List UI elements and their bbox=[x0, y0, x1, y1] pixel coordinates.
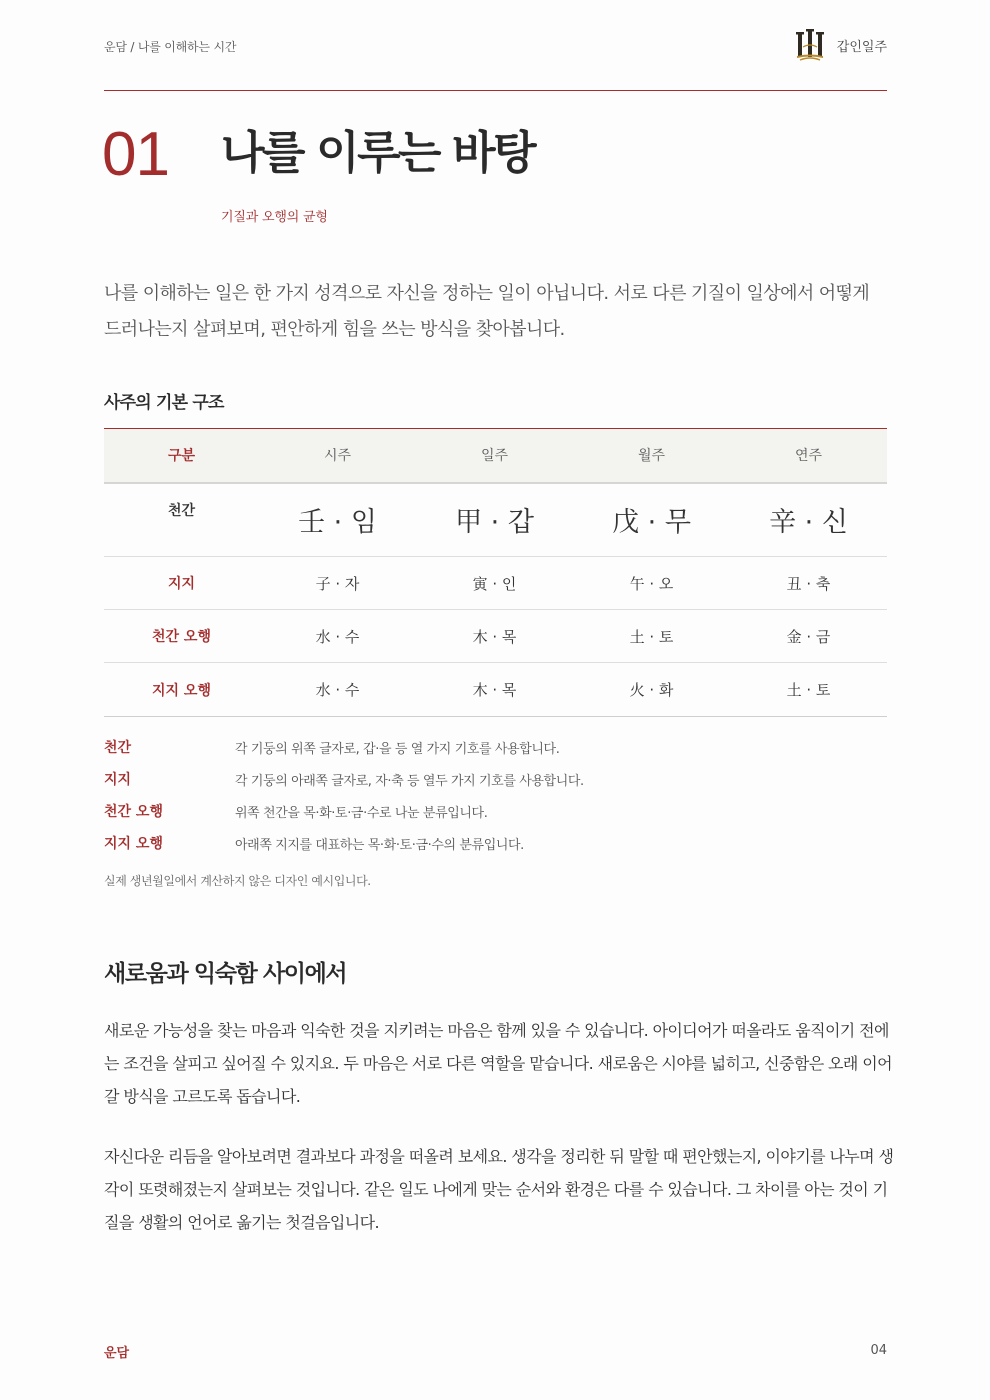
table-header-row bbox=[104, 429, 887, 483]
definition-term: 천간 오행 bbox=[104, 804, 163, 820]
definition-term: 천간 bbox=[104, 740, 132, 756]
table-cell: 午 · 오 bbox=[573, 557, 730, 610]
footer-brand: 운담 bbox=[104, 1346, 130, 1361]
table-cell: 金 · 금 bbox=[730, 610, 887, 663]
table-cell: 火 · 화 bbox=[573, 663, 730, 717]
footnote: 실제 생년월일에서 계산하지 않은 디자인 예시입니다. bbox=[104, 874, 371, 888]
table-cell: 寅 · 인 bbox=[416, 557, 573, 610]
table-cell: 水 · 수 bbox=[259, 663, 416, 717]
table-cell: 甲 · 갑 bbox=[416, 483, 573, 557]
row-label: 천간 오행 bbox=[104, 610, 259, 663]
page bbox=[102, 0, 894, 1400]
table-cell: 子 · 자 bbox=[259, 557, 416, 610]
table-cell: 土 · 토 bbox=[730, 663, 887, 717]
table-header-cell: 월주 bbox=[573, 429, 730, 483]
row-label: 지지 오행 bbox=[104, 663, 259, 717]
definition-desc: 아래쪽 지지를 대표하는 목·화·토·금·수의 분류입니다. bbox=[235, 838, 524, 853]
body-paragraph: 자신다운 리듬을 알아보려면 결과보다 과정을 떠올려 보세요. 생각을 정리한 뒤 말할 때 편안했는지, 이야기를 나누며 생각이 또렷해졌는지 살펴보는 것입니다. 같은 일도 나에게 맞는 순서와 환경은 다를 수 있습니다. 그 차이를 아는 것이 기질을 생활의 언어로 옮기는 첫걸음입니다. bbox=[104, 1147, 894, 1232]
definition-term: 지지 오행 bbox=[104, 836, 163, 852]
intro-paragraph: 나를 이해하는 일은 한 가지 성격으로 자신을 정하는 일이 아닙니다. 서로 다른 기질이 일상에서 어떻게 드러나는지 살펴보며, 편안하게 힘을 쓰는 방식을 찾아봅니다. bbox=[104, 283, 870, 340]
brand bbox=[795, 30, 887, 60]
table-cell: 木 · 목 bbox=[416, 663, 573, 717]
definition-desc: 위쪽 천간을 목·화·토·금·수로 나눈 분류입니다. bbox=[235, 806, 488, 821]
row-label: 천간 bbox=[104, 483, 259, 557]
table-cell: 辛 · 신 bbox=[730, 483, 887, 557]
table-cell: 壬 · 임 bbox=[259, 483, 416, 557]
table-row bbox=[104, 663, 887, 717]
definition-desc: 각 기둥의 위쪽 글자로, 갑·을 등 열 가지 기호를 사용합니다. bbox=[235, 742, 560, 757]
header-divider bbox=[104, 90, 887, 91]
table-cell: 丑 · 축 bbox=[730, 557, 887, 610]
table-cell: 戊 · 무 bbox=[573, 483, 730, 557]
definition-list bbox=[104, 734, 887, 862]
table-row bbox=[104, 557, 887, 610]
page-subtitle: 기질과 오행의 균형 bbox=[221, 210, 328, 225]
definition-item bbox=[104, 734, 887, 766]
definition-item bbox=[104, 798, 887, 830]
table-cell: 土 · 토 bbox=[573, 610, 730, 663]
pillars-logo-icon bbox=[795, 29, 825, 61]
table-row bbox=[104, 483, 887, 557]
body-paragraph: 새로운 가능성을 찾는 마음과 익숙한 것을 지키려는 마음은 함께 있을 수 있습니다. 아이디어가 떠올라도 움직이기 전에는 조건을 살피고 싶어질 수 있지요. 두 마음은 서로 다른 역할을 맡습니다. 새로움은 시야를 넓히고, 신중함은 오래 이어 갈 방식을 고르도록 돕습니다. bbox=[104, 1021, 892, 1106]
page-title: 나를 이루는 바탕 bbox=[221, 126, 535, 179]
brand-name: 갑인일주 bbox=[836, 39, 887, 55]
table-cell: 水 · 수 bbox=[259, 610, 416, 663]
definition-item bbox=[104, 830, 887, 862]
table-header-cell: 일주 bbox=[416, 429, 573, 483]
table-header-cell: 시주 bbox=[259, 429, 416, 483]
table-row bbox=[104, 610, 887, 663]
table-title: 사주의 기본 구조 bbox=[104, 393, 224, 413]
chapter-number: 01 bbox=[102, 120, 169, 189]
breadcrumb: 운담 / 나를 이해하는 시간 bbox=[104, 40, 237, 54]
page-header bbox=[104, 30, 887, 70]
table-header-cell: 구분 bbox=[104, 429, 259, 483]
definition-desc: 각 기둥의 아래쪽 글자로, 자·축 등 열두 가지 기호를 사용합니다. bbox=[235, 774, 584, 789]
table-header-cell: 연주 bbox=[730, 429, 887, 483]
page-number: 04 bbox=[870, 1343, 887, 1358]
row-label: 지지 bbox=[104, 557, 259, 610]
table-cell: 木 · 목 bbox=[416, 610, 573, 663]
section-title: 새로움과 익숙함 사이에서 bbox=[104, 961, 347, 987]
definition-term: 지지 bbox=[104, 772, 132, 788]
definition-item bbox=[104, 766, 887, 798]
saju-table bbox=[104, 428, 887, 717]
